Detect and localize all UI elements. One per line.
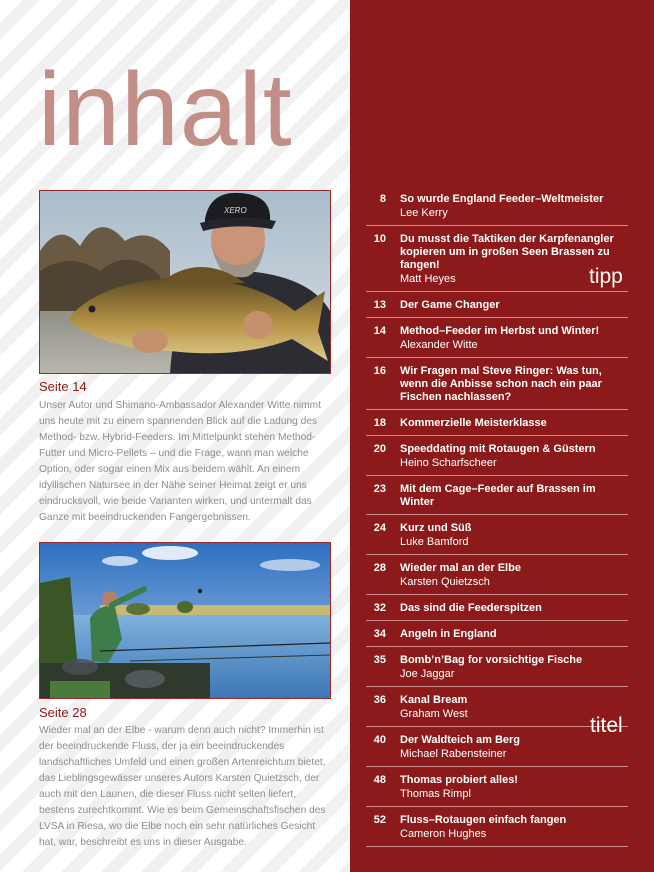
toc-article-title: Kurz und Süß <box>400 522 472 534</box>
toc-article-title: So wurde England Feeder–Weltmeister <box>400 193 604 205</box>
toc-entry[interactable] <box>366 476 628 515</box>
toc-page-number: 20 <box>373 443 386 455</box>
toc-article-title: Thomas probiert alles! <box>400 774 518 786</box>
toc-entry[interactable] <box>366 515 628 555</box>
toc-page-number: 16 <box>373 365 386 377</box>
toc-page-number: 14 <box>373 325 386 337</box>
toc-author: Lee Kerry <box>400 207 448 219</box>
toc-entry[interactable] <box>366 767 628 807</box>
toc-page-number: 8 <box>379 193 386 205</box>
toc-page-number: 10 <box>373 233 386 245</box>
toc-article-title: Mit dem Cage–Feeder auf Brassen im Winter <box>400 483 596 508</box>
tipp-label: tipp <box>589 265 623 288</box>
toc-entry[interactable] <box>366 436 628 476</box>
page-title: inhalt <box>38 52 293 168</box>
feature2-page[interactable]: Seite 28 <box>39 705 87 720</box>
toc-article-title: Kommerzielle Meisterklasse <box>400 417 547 429</box>
toc-author: Matt Heyes <box>400 273 456 285</box>
toc-page-number: 28 <box>373 562 386 574</box>
feature-photo-carp[interactable] <box>39 190 331 374</box>
toc-article-title: Der Waldteich am Berg <box>400 734 521 746</box>
toc-entry[interactable] <box>366 595 628 621</box>
feature1-text: Unser Autor und Shimano-Ambassador Alexander Witte nimmt uns heute mit zu einem spannenden Blick auf die Ladung des Method- bzw. Hybrid-Feeders. Im Mittelpunkt stehen Method-Futter und Micro-Pellets – und die Frage, wann man welche Option, oder sogar einen Mix aus beidem wählt. An einem idyllischen Natursee in der Nähe seiner Heimat zeigt er uns eindrucksvoll, wie beide Varianten wirken, und untermalt das Ganze mit beeindruckenden Fangergebnissen. <box>39 400 321 523</box>
toc-article-title: Method–Feeder im Herbst und Winter! <box>400 325 600 337</box>
toc-author: Karsten Quietzsch <box>400 576 490 588</box>
toc-page-number: 35 <box>373 654 386 666</box>
toc-page-number: 18 <box>373 417 386 429</box>
toc-author: Michael Rabensteiner <box>400 748 507 760</box>
titel-label: titel <box>590 714 623 737</box>
toc-article-title: Kanal Bream <box>400 694 468 706</box>
toc-author: Alexander Witte <box>400 339 478 351</box>
toc-author: Joe Jaggar <box>400 668 455 680</box>
toc-entry[interactable] <box>366 292 628 318</box>
toc-article-title: Fluss–Rotaugen einfach fangen <box>400 814 567 826</box>
toc-author: Graham West <box>400 708 468 720</box>
toc-page-number: 34 <box>373 628 386 640</box>
toc-entry[interactable] <box>366 358 628 410</box>
toc-entry[interactable] <box>366 807 628 847</box>
feature-photo-river[interactable] <box>39 542 331 699</box>
toc-entry[interactable] <box>366 727 628 767</box>
toc-page-number: 52 <box>373 814 386 826</box>
toc-entry[interactable] <box>366 647 628 687</box>
toc-author: Heino Scharfscheer <box>400 457 497 469</box>
toc-entry[interactable] <box>366 687 628 727</box>
toc-entry[interactable] <box>366 555 628 595</box>
toc-page-number: 13 <box>373 299 386 311</box>
toc-entry[interactable] <box>366 318 628 358</box>
toc-page-number: 23 <box>373 483 386 495</box>
toc-author: Cameron Hughes <box>400 828 487 840</box>
toc-article-title: Speeddating mit Rotaugen & Güstern <box>400 443 596 455</box>
toc-page-number: 32 <box>373 602 386 614</box>
toc-page-number: 40 <box>373 734 386 746</box>
toc-page-number: 24 <box>373 522 386 534</box>
toc-article-title: Das sind die Feederspitzen <box>400 602 542 614</box>
toc-author: Thomas Rimpl <box>400 788 471 800</box>
toc-entry[interactable] <box>366 621 628 647</box>
feature1-page[interactable]: Seite 14 <box>39 379 87 394</box>
toc-article-title: Der Game Changer <box>400 299 500 311</box>
toc-entry[interactable] <box>366 410 628 436</box>
toc-article-title: Bomb’n’Bag for vorsichtige Fische <box>400 654 583 666</box>
toc-page-number: 36 <box>373 694 386 706</box>
toc-author: Luke Bamford <box>400 536 469 548</box>
toc-page-number: 48 <box>373 774 386 786</box>
toc-entry[interactable] <box>366 186 628 226</box>
feature2-text: Wieder mal an der Elbe - warum denn auch nicht? Immerhin ist der beeindruckende Fluss, der ja ein beeindruckendes landschaftliches Umfeld und einen großen Artenreichtum bietet, das Lieblingsgewässer unseres Autors Karsten Quietzsch, der auch mit den Launen, die dieser Fluss nicht selten liefert, bestens zurechtkommt. Wie es beim Gemeinschaftsfischen des LVSA in Riesa, wo die Elbe noch ein sehr natürliches Gesicht hat, war, beschreibt es uns in dieser Ausgabe. <box>39 725 326 848</box>
toc-article-title: Wieder mal an der Elbe <box>400 562 521 574</box>
toc-article-title: Wir Fragen mal Steve Ringer: Was tun, wenn die Anbisse schon nach ein paar Fischen nachlassen? <box>400 365 602 403</box>
toc-article-title: Du musst die Taktiken der Karpfenangler kopieren um in großen Seen Brassen zu fangen! <box>400 233 614 271</box>
toc-article-title: Angeln in England <box>400 628 497 640</box>
cap-logo: XERO <box>224 206 247 215</box>
